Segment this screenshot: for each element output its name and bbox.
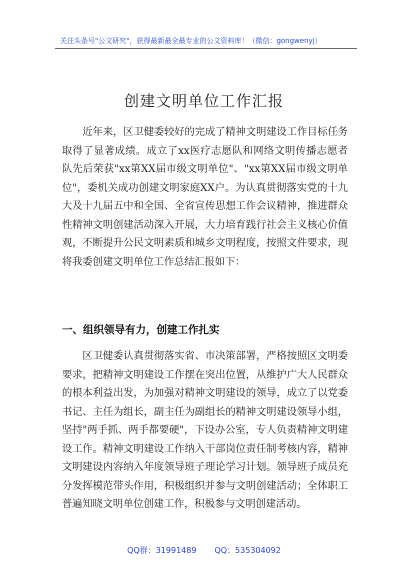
section-heading: 一、组织领导有力，创建工作扎实 <box>62 324 220 336</box>
qq-group-number: QQ群：31991489 <box>127 546 197 555</box>
qq-number: QQ：535304092 <box>214 546 281 555</box>
paragraph-organization: 区卫健委认真贯彻落实省、市决策部署，严格按照区文明委要求，把精神文明建设工作摆在突出位置，从维护广大人民群众的根本利益出发，为加强对精神文明建设的领导，成立了以党委书记、主任为组长，副主任为副组长的精神文明建设领导小组，坚持"两手抓、两手都要硬"，下设办公室，专人负责精神文明建设工作。精神文明建设工作纳入干部岗位责任制考核内容，精神文明建设内容纳入年度领导班子理论学习计划。领导班子成员充分发挥模范带头作用，积极组织并参与文明创建活动；全体职工普遍知晓文明单位创建工作，积极参与文明创建活动。 <box>62 351 348 510</box>
document-title: 创建文明单位工作汇报 <box>123 92 284 110</box>
header-divider <box>55 48 357 49</box>
footer-contact <box>0 546 408 556</box>
paragraph-intro: 近年来，区卫健委较好的完成了精神文明建设工作目标任务取得了显著成绩。成立了xx医疗志愿队和网络文明传播志愿者队先后荣获"xx第XX届市级文明单位"、"xx第XX届市级文明单位"，委机关成功创建文明家庭XX户。为认真贯彻落实党的十九大及十九届五中和全国、全省宣传思想工作会议精神，推进群众性精神文明创建活动深入开展，大力培育践行社会主义核心价值观，不断提升公民文明素质和城乡文明程度，按照文件要求，现将我委创建文明单位工作总结汇报如下： <box>62 127 348 268</box>
header-promo-link[interactable]: 关注头条号"公文研究"，获得最新最全最专业的公文资料库！（微信：gongwenyj） <box>60 37 322 45</box>
